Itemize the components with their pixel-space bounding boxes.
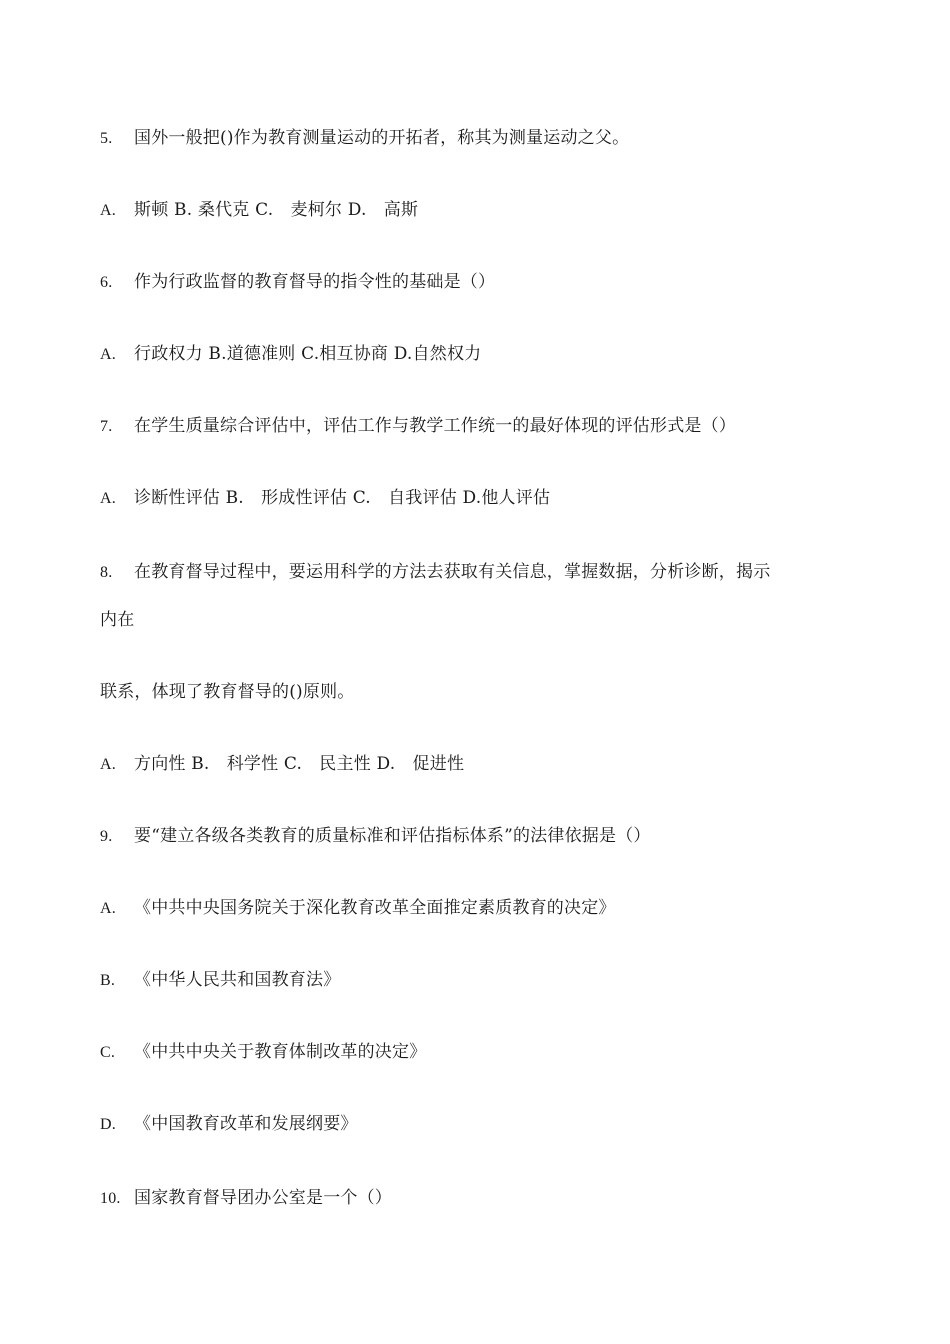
question-text: 国外一般把()作为教育测量运动的开拓者，称其为测量运动之父。 [134,128,630,148]
options-text: 诊断性评估 B. 形成性评估 C. 自我评估 D.他人评估 [134,488,551,508]
question-9-option-a [100,896,616,921]
question-9-option-d [100,1112,358,1137]
question-text: 联系，体现了教育督导的()原则。 [100,682,355,702]
option-label: D. [100,1116,116,1133]
question-number: 6. [100,274,113,291]
question-text: 作为行政监督的教育督导的指令性的基础是（） [134,272,496,292]
option-text: 《中共中央国务院关于深化教育改革全面推定素质教育的决定》 [134,898,616,918]
question-number: 10. [100,1190,121,1207]
options-text: 方向性 B. 科学性 C. 民主性 D. 促进性 [134,754,465,774]
option-text: 《中共中央关于教育体制改革的决定》 [134,1042,427,1062]
option-label: A. [100,346,116,363]
question-10 [100,1186,392,1211]
question-number: 5. [100,130,113,147]
question-5-options [100,198,418,223]
option-label: A. [100,202,116,219]
option-text: 《中华人民共和国教育法》 [134,970,341,990]
question-9-option-c [100,1040,426,1065]
options-text: 斯顿 B. 桑代克 C. 麦柯尔 D. 高斯 [134,200,419,220]
question-9-option-b [100,968,340,993]
question-number: 8. [100,564,113,581]
options-text: 行政权力 B.道德准则 C.相互协商 D.自然权力 [134,344,482,364]
question-9 [100,824,651,849]
option-text: 《中国教育改革和发展纲要》 [134,1114,358,1134]
question-text: 在学生质量综合评估中，评估工作与教学工作统一的最好体现的评估形式是（） [134,416,736,436]
question-7-options [100,486,550,511]
option-label: C. [100,1044,116,1061]
question-number: 7. [100,418,113,435]
question-text: 内在 [100,610,135,630]
question-8-options [100,752,464,777]
option-label: A. [100,900,116,917]
question-7 [100,414,736,439]
question-number: 9. [100,828,113,845]
question-8-continuation [100,608,134,632]
question-text: 在教育督导过程中，要运用科学的方法去获取有关信息，掌握数据，分析诊断，揭示 [134,562,771,582]
option-label: A. [100,490,116,507]
option-label: B. [100,972,116,989]
question-5 [100,126,629,151]
question-text: 要“建立各级各类教育的质量标准和评估指标体系”的法律依据是（） [134,826,651,846]
question-8 [100,560,770,585]
question-6 [100,270,495,295]
question-8-continuation-2 [100,680,354,704]
question-text: 国家教育督导团办公室是一个（） [134,1188,392,1208]
question-6-options [100,342,481,367]
option-label: A. [100,756,116,773]
